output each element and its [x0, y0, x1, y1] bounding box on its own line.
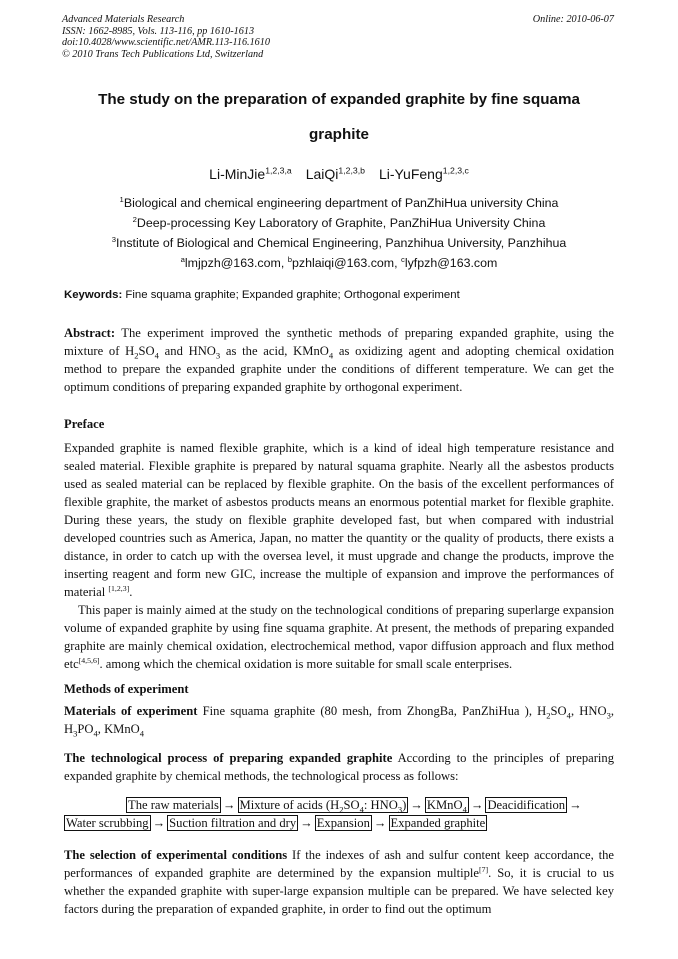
author-affil-sup: 1,2,3,c — [442, 165, 469, 176]
selection-paragraph: The selection of experimental conditions If the indexes of ash and sulfur content keep accordance, the performances of expanded graphite are determined by the expansion multiple[7]. So, it is crucial to us whether the expanded graphite with super-large expansion multiple can be prepared. We have selected key factors during the preparation of expanded graphite, in order to find out the optimum — [64, 848, 614, 916]
preface-paragraph: Expanded graphite is named flexible graphite, which is a kind of ideal high temperature resistance and sealed material. Flexible graphite is prepared by natural squama graphite. Nearly all the asbestos products used as sealed material can be replaced by flexible graphite. On the basis of the excellent performances of flexible graphite, the market of asbestos products means an enormous potential market for flexible graphite. During these years, the study on flexible graphite developed fast, but when compared with industrial developed countries such as America, Japan, no matter the quantity or the quality of products, there exists a distance, in order to catch up with the oversea level, it must upgrade and change the products, improve the inserting reagent and form new GIC, increase the multiple of expansion and improve the performances of material [1,2,3]. — [64, 441, 614, 599]
flow-step: Mixture of acids ($H_2SO_4$: $HNO_3$) — [239, 798, 407, 815]
abstract-label: Abstract: — [64, 326, 116, 340]
author-name: Li-MinJie — [209, 166, 266, 182]
author-name: Li-YuFeng — [378, 166, 443, 182]
author-affil-sup: 1,2,3,b — [338, 165, 365, 176]
section-heading-methods: Methods of experiment — [64, 682, 189, 696]
citation-ref: [1,2,3] — [108, 583, 130, 593]
email-line: $^a$lmjpzh@163.com, $^b$pzhlaiqi@163.com, $^c$lyfpzh@163.com — [180, 254, 498, 270]
author-name: LaiQi — [305, 166, 339, 182]
doi-line: doi:10.4028/www.scientific.net/AMR.113-116.1610 — [62, 37, 270, 49]
flow-arrow: → — [373, 816, 387, 830]
citation-ref: [4,5,6] — [78, 655, 100, 665]
flow-arrow: → — [300, 816, 313, 830]
materials-label: Materials of experiment — [64, 704, 198, 718]
email-link[interactable]: pzhlaiqi@163.com, — [292, 256, 402, 270]
abstract: Abstract: The experiment improved the synthetic methods of preparing expanded graphite, using the mixture of $H_2SO_4$ and $HNO_3$ as the acid, KMnO$_4$ as oxidizing agent and adopting chemical oxidation method to prepare the expanded graphite under the conditions of different temperature. We can get the optimum conditions of preparing expanded graphite by orthogonal experiment. — [64, 326, 615, 394]
paper-title-line2: graphite — [309, 126, 369, 143]
flow-step: Suction filtration and dry — [169, 816, 297, 830]
keywords-text: Fine squama graphite; Expanded graphite; Orthogonal experiment — [122, 289, 460, 301]
affiliation-number: 3 — [111, 234, 117, 244]
online-date: Online: 2010-06-07 — [532, 14, 614, 25]
email-link[interactable]: lyfpzh@163.com — [404, 256, 498, 270]
flow-step: The raw materials — [128, 798, 219, 812]
keywords-label: Keywords: — [64, 289, 123, 301]
affiliation-number: 2 — [132, 214, 137, 224]
affiliation-number: 1 — [119, 194, 124, 204]
process-paragraph: The technological process of preparing expanded graphite According to the principles of preparing expanded graphite by chemical methods, the technological process as follows: — [64, 751, 614, 783]
issn-line: ISSN: 1662-8985, Vols. 113-116, pp 1610-1613 — [62, 25, 255, 37]
email-link[interactable]: lmjpzh@163.com, — [184, 256, 288, 270]
affiliation-line: $^1$Biological and chemical engineering department of PanZhiHua university China — [119, 194, 559, 210]
flow-arrow: → — [152, 816, 166, 830]
flow-step: Water scrubbing — [66, 816, 149, 830]
affiliation-line: $^3$Institute of Biological and Chemical Engineering, Panzhihua University, Panzhihua — [111, 234, 567, 250]
journal-name: Advanced Materials Research — [62, 14, 185, 25]
keywords — [64, 289, 460, 301]
process-label: The technological process of preparing expanded graphite — [64, 751, 393, 765]
paper-title-line1: The study on the preparation of expanded graphite by fine squama — [98, 91, 580, 108]
flow-step: Expanded graphite — [390, 816, 486, 830]
materials-paragraph: Materials of experiment Fine squama graphite (80 mesh, from ZhongBa, PanZhiHua ), $H_2SO_4$, $HNO_3$, $H_3PO_4$, KMnO$_4$ — [64, 704, 614, 739]
author-affil-sup: 1,2,3,a — [265, 165, 292, 176]
affiliation-line: $^2$Deep-processing Key Laboratory of Graphite, PanZhiHua University China — [132, 214, 546, 230]
section-heading-preface: Preface — [64, 417, 105, 431]
selection-label: The selection of experimental conditions — [64, 848, 288, 862]
process-flow-row2 — [64, 815, 616, 832]
flow-arrow: → — [222, 798, 236, 812]
preface-body — [64, 439, 614, 673]
process-flow-row1 — [64, 797, 678, 814]
preface-paragraph: This paper is mainly aimed at the study on the technological conditions of preparing superlarge expansion volume of expanded graphite by using fine squama graphite. At present, the methods of preparing expanded graphite are mainly chemical oxidation, electrochemical method, vapor diffusion approach and flux method etc[4,5,6]. among which the chemical oxidation is more suitable for small scale enterprises. — [64, 603, 614, 671]
flow-arrow: → — [410, 798, 423, 812]
copyright-line: © 2010 Trans Tech Publications Ltd, Switzerland — [62, 48, 264, 60]
flow-step: Deacidification — [487, 798, 566, 812]
author-list — [40, 166, 638, 182]
citation-ref: [7] — [479, 864, 489, 874]
running-header — [62, 14, 270, 60]
affiliations — [40, 193, 638, 273]
flow-step: Expansion — [316, 816, 370, 830]
flow-arrow: → — [569, 798, 582, 812]
flow-arrow: → — [470, 798, 484, 812]
flow-step: KMnO$_4$ — [426, 798, 467, 815]
